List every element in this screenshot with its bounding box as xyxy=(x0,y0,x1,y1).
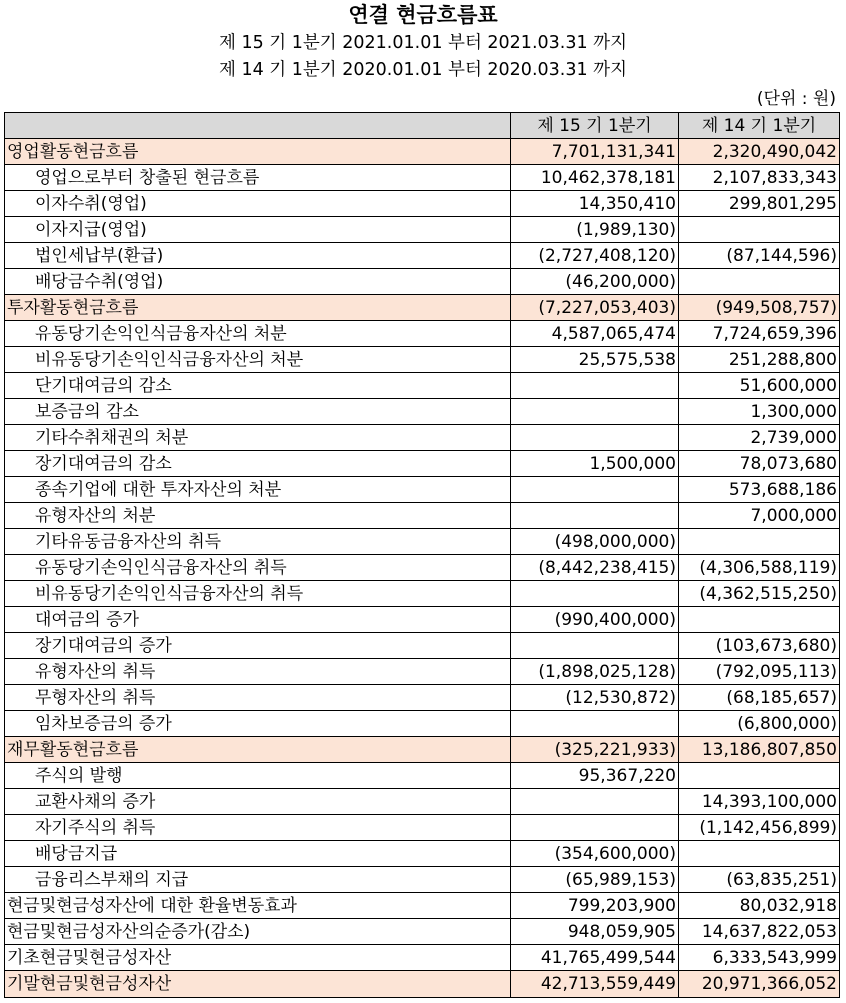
row-label: 종속기업에 대한 투자자산의 처분 xyxy=(5,477,511,503)
header-label-cell xyxy=(5,113,511,139)
row-label: 유형자산의 처분 xyxy=(5,503,511,529)
table-row xyxy=(5,789,840,815)
header-current-period: 제 15 기 1분기 xyxy=(511,113,679,139)
row-current-value: 7,701,131,341 xyxy=(511,139,679,165)
row-label: 현금및현금성자산의순증가(감소) xyxy=(5,919,511,945)
row-label: 기말현금및현금성자산 xyxy=(5,971,511,998)
row-prior-value: 7,000,000 xyxy=(679,503,840,529)
table-row xyxy=(5,217,840,243)
row-prior-value: 6,333,543,999 xyxy=(679,945,840,971)
row-label: 영업으로부터 창출된 현금흐름 xyxy=(5,165,511,191)
row-prior-value xyxy=(679,763,840,789)
row-current-value xyxy=(511,425,679,451)
row-current-value xyxy=(511,399,679,425)
row-label: 법인세납부(환급) xyxy=(5,243,511,269)
table-row xyxy=(5,841,840,867)
row-label: 자기주식의 취득 xyxy=(5,815,511,841)
row-prior-value: (87,144,596) xyxy=(679,243,840,269)
row-label: 유동당기손익인식금융자산의 취득 xyxy=(5,555,511,581)
table-row xyxy=(5,347,840,373)
table-row xyxy=(5,477,840,503)
row-current-value: (12,530,872) xyxy=(511,685,679,711)
row-label: 장기대여금의 증가 xyxy=(5,633,511,659)
table-row xyxy=(5,529,840,555)
table-row xyxy=(5,711,840,737)
row-label: 비유동당기손익인식금융자산의 처분 xyxy=(5,347,511,373)
row-label: 유동당기손익인식금융자산의 처분 xyxy=(5,321,511,347)
period-current: 제 15 기 1분기 2021.01.01 부터 2021.03.31 까지 xyxy=(219,33,627,53)
row-current-value: (1,989,130) xyxy=(511,217,679,243)
table-row xyxy=(5,269,840,295)
row-current-value: (7,227,053,403) xyxy=(511,295,679,321)
row-current-value: (2,727,408,120) xyxy=(511,243,679,269)
row-current-value: (990,400,000) xyxy=(511,607,679,633)
row-prior-value: (68,185,657) xyxy=(679,685,840,711)
row-prior-value xyxy=(679,217,840,243)
row-current-value xyxy=(511,815,679,841)
row-current-value xyxy=(511,789,679,815)
row-prior-value: 7,724,659,396 xyxy=(679,321,840,347)
table-row xyxy=(5,243,840,269)
row-label: 이자수취(영업) xyxy=(5,191,511,217)
table-row xyxy=(5,425,840,451)
row-label: 유형자산의 취득 xyxy=(5,659,511,685)
table-body xyxy=(5,139,840,998)
row-prior-value: 2,107,833,343 xyxy=(679,165,840,191)
table-row xyxy=(5,165,840,191)
row-label: 비유동당기손익인식금융자산의 취득 xyxy=(5,581,511,607)
row-label: 기초현금및현금성자산 xyxy=(5,945,511,971)
row-label: 대여금의 증가 xyxy=(5,607,511,633)
row-current-value: 10,462,378,181 xyxy=(511,165,679,191)
row-current-value xyxy=(511,503,679,529)
row-label: 교환사채의 증가 xyxy=(5,789,511,815)
row-label: 장기대여금의 감소 xyxy=(5,451,511,477)
row-prior-value: 2,320,490,042 xyxy=(679,139,840,165)
row-prior-value: (792,095,113) xyxy=(679,659,840,685)
row-current-value xyxy=(511,633,679,659)
row-current-value: 799,203,900 xyxy=(511,893,679,919)
row-label: 이자지급(영업) xyxy=(5,217,511,243)
row-prior-value: 13,186,807,850 xyxy=(679,737,840,763)
row-prior-value xyxy=(679,269,840,295)
row-prior-value: 51,600,000 xyxy=(679,373,840,399)
table-row xyxy=(5,399,840,425)
row-prior-value: (63,835,251) xyxy=(679,867,840,893)
row-prior-value: 78,073,680 xyxy=(679,451,840,477)
row-label: 금융리스부채의 지급 xyxy=(5,867,511,893)
row-prior-value: (1,142,456,899) xyxy=(679,815,840,841)
row-prior-value: 20,971,366,052 xyxy=(679,971,840,998)
row-current-value: (46,200,000) xyxy=(511,269,679,295)
table-row xyxy=(5,945,840,971)
row-current-value xyxy=(511,373,679,399)
row-label: 재무활동현금흐름 xyxy=(5,737,511,763)
row-label: 현금및현금성자산에 대한 환율변동효과 xyxy=(5,893,511,919)
row-current-value: (8,442,238,415) xyxy=(511,555,679,581)
row-label: 보증금의 감소 xyxy=(5,399,511,425)
table-row xyxy=(5,893,840,919)
row-label: 무형자산의 취득 xyxy=(5,685,511,711)
table-row xyxy=(5,321,840,347)
row-label: 기타수취채권의 처분 xyxy=(5,425,511,451)
table-row xyxy=(5,971,840,998)
row-current-value xyxy=(511,711,679,737)
row-current-value: (354,600,000) xyxy=(511,841,679,867)
row-prior-value: (4,306,588,119) xyxy=(679,555,840,581)
row-label: 단기대여금의 감소 xyxy=(5,373,511,399)
table-row xyxy=(5,451,840,477)
row-label: 임차보증금의 증가 xyxy=(5,711,511,737)
table-row xyxy=(5,295,840,321)
row-current-value: (1,898,025,128) xyxy=(511,659,679,685)
row-current-value: (65,989,153) xyxy=(511,867,679,893)
table-row xyxy=(5,191,840,217)
page-title: 연결 현금흐름표 xyxy=(348,2,498,27)
row-current-value: 4,587,065,474 xyxy=(511,321,679,347)
row-label: 영업활동현금흐름 xyxy=(5,139,511,165)
table-row xyxy=(5,919,840,945)
row-prior-value xyxy=(679,607,840,633)
row-prior-value: 14,637,822,053 xyxy=(679,919,840,945)
table-row xyxy=(5,685,840,711)
unit-label: (단위 : 원) xyxy=(756,89,836,109)
table-row xyxy=(5,737,840,763)
row-prior-value: (949,508,757) xyxy=(679,295,840,321)
row-prior-value: 299,801,295 xyxy=(679,191,840,217)
table-row xyxy=(5,815,840,841)
row-current-value: 42,713,559,449 xyxy=(511,971,679,998)
table-row xyxy=(5,503,840,529)
table-header-row xyxy=(5,113,840,139)
table-row xyxy=(5,555,840,581)
table-row xyxy=(5,139,840,165)
row-label: 주식의 발행 xyxy=(5,763,511,789)
row-current-value: (498,000,000) xyxy=(511,529,679,555)
row-current-value: 41,765,499,544 xyxy=(511,945,679,971)
row-current-value: 1,500,000 xyxy=(511,451,679,477)
row-prior-value xyxy=(679,841,840,867)
row-current-value: 25,575,538 xyxy=(511,347,679,373)
table-row xyxy=(5,581,840,607)
row-prior-value: (6,800,000) xyxy=(679,711,840,737)
row-label: 배당금수취(영업) xyxy=(5,269,511,295)
header-prior-period: 제 14 기 1분기 xyxy=(679,113,840,139)
row-prior-value: 14,393,100,000 xyxy=(679,789,840,815)
table-row xyxy=(5,633,840,659)
cash-flow-table xyxy=(4,112,840,998)
row-prior-value: 573,688,186 xyxy=(679,477,840,503)
table-row xyxy=(5,373,840,399)
row-current-value: 95,367,220 xyxy=(511,763,679,789)
row-label: 투자활동현금흐름 xyxy=(5,295,511,321)
table-row xyxy=(5,867,840,893)
row-label: 배당금지급 xyxy=(5,841,511,867)
row-prior-value xyxy=(679,529,840,555)
row-current-value: 948,059,905 xyxy=(511,919,679,945)
table-row xyxy=(5,607,840,633)
row-prior-value: (103,673,680) xyxy=(679,633,840,659)
row-prior-value: 80,032,918 xyxy=(679,893,840,919)
row-current-value: (325,221,933) xyxy=(511,737,679,763)
row-prior-value: (4,362,515,250) xyxy=(679,581,840,607)
period-prior: 제 14 기 1분기 2020.01.01 부터 2020.03.31 까지 xyxy=(219,60,627,80)
row-current-value xyxy=(511,477,679,503)
row-current-value xyxy=(511,581,679,607)
row-label: 기타유동금융자산의 취득 xyxy=(5,529,511,555)
row-prior-value: 1,300,000 xyxy=(679,399,840,425)
table-row xyxy=(5,659,840,685)
row-prior-value: 251,288,800 xyxy=(679,347,840,373)
table-row xyxy=(5,763,840,789)
row-prior-value: 2,739,000 xyxy=(679,425,840,451)
row-current-value: 14,350,410 xyxy=(511,191,679,217)
